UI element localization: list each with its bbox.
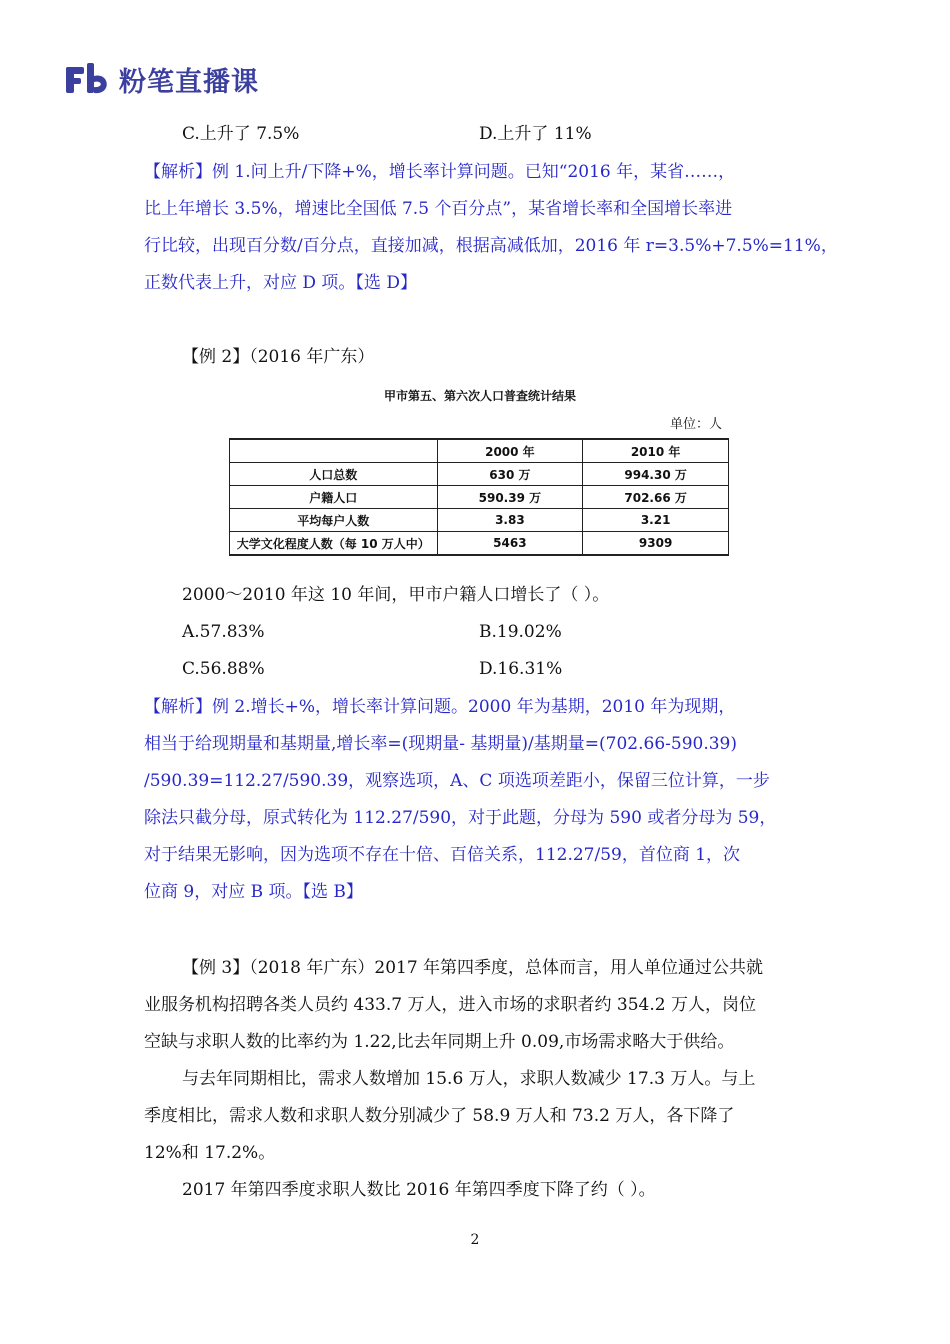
table-header-cell <box>230 439 438 463</box>
ex2-analysis-line-6: 位商 9，对应 B 项。【选 B】 <box>144 882 363 902</box>
table-cell: 702.66 万 <box>583 486 729 509</box>
table-cell: 大学文化程度人数（每 10 万人中） <box>230 532 438 556</box>
table-cell: 630 万 <box>437 463 583 486</box>
brand-name: 粉笔直播课 <box>119 67 259 98</box>
ex2-option-d: D.16.31% <box>479 659 563 679</box>
ex1-analysis-line-4: 正数代表上升，对应 D 项。【选 D】 <box>144 273 417 293</box>
ex3-paragraph1-line-2: 业服务机构招聘各类人员约 433.7 万人，进入市场的求职者约 354.2 万人，岗位 <box>144 995 756 1015</box>
census-table-unit: 单位：人 <box>670 417 723 432</box>
ex2-analysis-line-1: 【解析】例 2.增长+%，增长率计算问题。2000 年为基期，2010 年为现期， <box>144 697 736 717</box>
ex2-option-a: A.57.83% <box>182 622 265 642</box>
ex3-paragraph1-line-1: 【例 3】（2018 年广东）2017 年第四季度，总体而言，用人单位通过公共就 <box>182 958 764 978</box>
ex2-option-c: C.56.88% <box>182 659 265 679</box>
ex1-analysis-line-2: 比上年增长 3.5%，增速比全国低 7.5 个百分点”，某省增长率和全国增长率进 <box>144 199 733 219</box>
table-cell: 平均每户人数 <box>230 509 438 532</box>
table-header-row <box>230 439 729 463</box>
table-row <box>230 532 729 556</box>
table-cell: 人口总数 <box>230 463 438 486</box>
ex2-analysis-line-3: /590.39=112.27/590.39，观察选项，A、C 项选项差距小，保留三位计算，一步 <box>144 771 770 791</box>
ex2-question: 2000～2010 年这 10 年间，甲市户籍人口增长了（ ）。 <box>182 585 610 605</box>
ex1-options-row <box>182 123 802 145</box>
table-cell: 590.39 万 <box>437 486 583 509</box>
table-cell: 9309 <box>583 532 729 556</box>
ex1-analysis-line-3: 行比较，出现百分数/百分点，直接加减，根据高减低加，2016 年 r=3.5%+7.5%=11%， <box>144 236 838 256</box>
table-row <box>230 509 729 532</box>
table-cell: 5463 <box>437 532 583 556</box>
ex2-header: 【例 2】（2016 年广东） <box>182 347 375 367</box>
ex3-question: 2017 年第四季度求职人数比 2016 年第四季度下降了约（ ）。 <box>182 1180 656 1200</box>
page-number: 2 <box>470 1232 480 1248</box>
table-cell: 994.30 万 <box>583 463 729 486</box>
table-row <box>230 486 729 509</box>
table-cell: 3.83 <box>437 509 583 532</box>
ex1-option-c: C.上升了 7.5% <box>182 124 300 144</box>
table-header-cell: 2010 年 <box>583 439 729 463</box>
ex2-analysis-line-4: 除法只截分母，原式转化为 112.27/590，对于此题，分母为 590 或者分母为 59， <box>144 808 777 828</box>
ex1-option-d: D.上升了 11% <box>479 124 592 144</box>
ex1-analysis-line-1: 【解析】例 1.问上升/下降+%，增长率计算问题。已知“2016 年，某省……， <box>144 162 736 182</box>
ex2-options-row-2 <box>182 658 802 680</box>
ex3-paragraph1-line-3: 空缺与求职人数的比率约为 1.22,比去年同期上升 0.09,市场需求略大于供给。 <box>144 1032 735 1052</box>
ex3-paragraph2-line-1: 与去年同期相比，需求人数增加 15.6 万人，求职人数减少 17.3 万人。与上 <box>182 1069 756 1089</box>
ex2-analysis-line-5: 对于结果无影响，因为选项不存在十倍、百倍关系，112.27/59，首位商 1，次 <box>144 845 741 865</box>
ex2-analysis-line-2: 相当于给现期量和基期量,增长率=(现期量- 基期量)/基期量=(702.66-590.39) <box>144 734 738 754</box>
table-cell: 3.21 <box>583 509 729 532</box>
ex3-paragraph2-line-2: 季度相比，需求人数和求职人数分别减少了 58.9 万人和 73.2 万人，各下降了 <box>144 1106 735 1126</box>
table-row <box>230 463 729 486</box>
ex2-option-b: B.19.02% <box>479 622 562 642</box>
ex3-paragraph2-line-3: 12%和 17.2%。 <box>144 1143 276 1163</box>
brand-logo <box>66 60 259 99</box>
census-table-title: 甲市第五、第六次人口普查统计结果 <box>383 389 576 403</box>
census-table <box>229 438 729 556</box>
fb-logo-icon <box>66 63 110 97</box>
table-header-cell: 2000 年 <box>437 439 583 463</box>
table-cell: 户籍人口 <box>230 486 438 509</box>
ex2-options-row-1 <box>182 621 802 643</box>
